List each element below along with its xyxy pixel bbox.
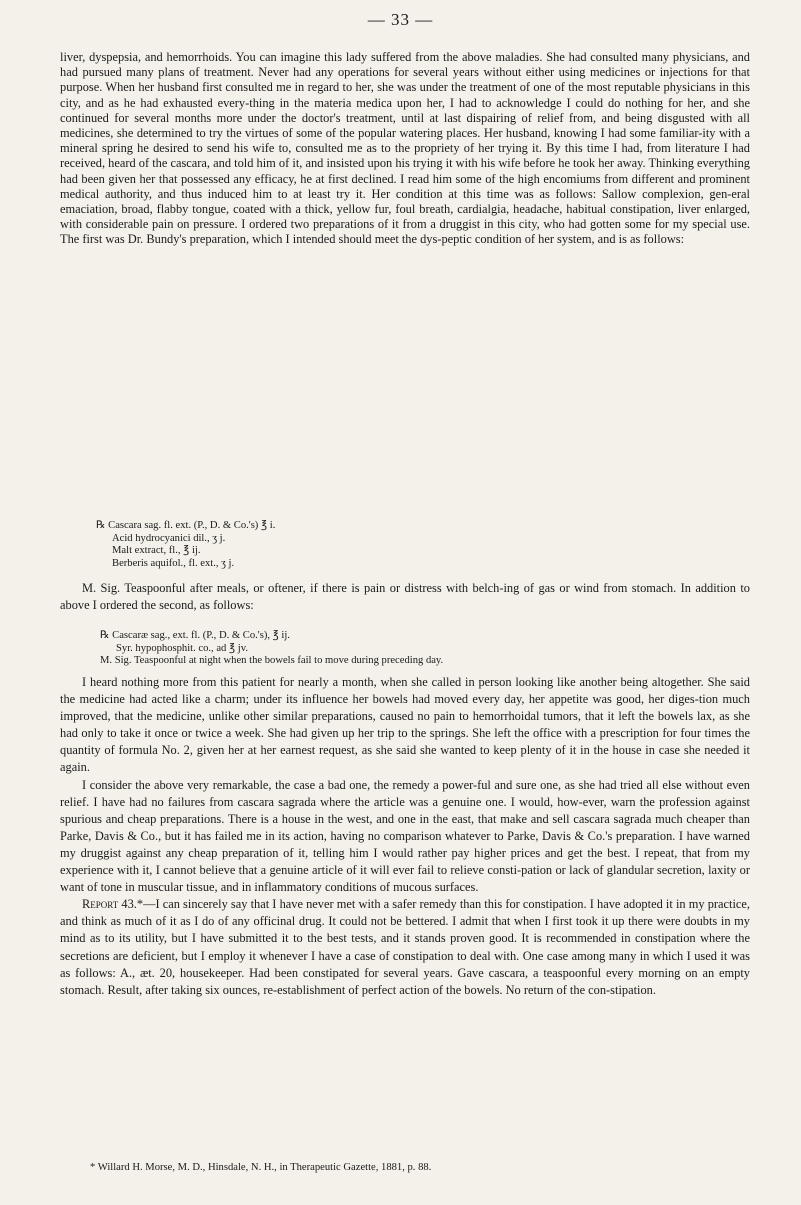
paragraph-text: liver, dyspepsia, and hemorrhoids. You can imagine this lady suffered from the above maladies. She had consulted many physicians, and had pursued many plans of treatment. Never had any operations for several years without either using medicines or injections for that purpose. When her husband first consulted me in regard to her, she was under the treatment of one of the most reputable physicians in this city, and as he had exhausted every-thing in the materia medica upon her, I had to acknowledge I could do nothing for her, and she continued for several months more under the doctor's treatment, until at last dispairing of relief from, and being disgusted with all medicines, she determined to try the virtues of some of the popular watering places. Her husband, knowing I had some familiar-ity with a mineral spring he desired to send his wife to, consulted me as to the propriety of her trying it. By this time I had, from literature I had received, heard of the cascara, and told him of it, and insisted upon his trying it with his wife before he took her away. Thinking everything had been given her that possessed any efficacy, he at first declined. I read him some of the high encomiums from different and prominent medical authority, and thus induced him to at least try it. Her condition at this time was as follows: Sallow complexion, gen-eral emaciation, broad, flabby tongue, coated with a thick, yellow fur, foul breath, cardialgia, headache, habitual constipation, liver enlarged, with considerable pain on pressure. I ordered two preparations of it from a druggist in this city, who had gotten some for my special use. The first was Dr. Bundy's preparation, which I intended should meet the dys-peptic condition of her system, and is as follows: [60,50,750,247]
narrative [60,674,750,999]
rx-line: ℞ Cascaræ sag., ext. fl. (P., D. & Co.'s), ℥ ij. [100,630,290,641]
rx-line: Malt extract, fl., ℥ ij. [112,545,201,557]
rx-line: Syr. hypophosphit. co., ad ℥ jv. [116,642,248,654]
rx-line: M. Sig. Teaspoonful at night when the bowels fail to move during preceding day. [100,655,444,667]
report-label: Report 43.* [82,897,144,912]
report-paragraph [60,896,750,999]
rx-line: Berberis aquifol., fl. ext., ʒ j. [112,557,235,569]
case-paragraph [60,50,750,248]
signa-text: M. Sig. Teaspoonful after meals, or oftener, if there is pain or distress with belch-ing of gas or wind from stomach. In addition to above I ordered the second, as follows: [60,581,750,613]
paragraph-text: I heard nothing more from this patient for nearly a month, when she called in person looking like another being altogether. She said the medicine had acted like a charm; under its influence her bowels had moved every day, her appetite was good, her diges-tion much improved, that the medicine, unlike other similar preparations, caused no pain to hemorrhoidal tumors, that it left the bowels lax, as she had only to take it once or twice a week. She had given up her trip to the springs. She left the office with a prescription for four times the quantity of formula No. 2, given her at her earnest request, as she said she wanted to keep plenty of it in the house in case she needed it again. [60,675,750,775]
prescription-1 [96,520,275,570]
paragraph-text: I consider the above very remarkable, the case a bad one, the remedy a power-ful and sure one, as she had tried all else without even relief. I have had no failures from cascara sagrada where the article was a genuine one. I would, how-ever, warn the profession against spurious and cheap preparations. There is a house in the west, and one in the east, that make and sell cascara sagrada much cheaper than Parke, Davis & Co., but it has failed me in its action, having no comparison whatever to Parke, Davis & Co.'s preparation. I have warned my druggist against any cheap preparation of it, telling him I would rather pay higher prices and get the best. I repeat, that from my experience with it, I cannot believe that a genuine article of it will ever fail to relieve consti-pation or lack of glandular secretion, laxity or want of tone in muscular tissue, and in inflammatory conditions of mucous surfaces. [60,777,750,895]
paragraph-text: —I can sincerely say that I have never met with a safer remedy than this for constipation. I have adopted it in my practice, and think as much of it as I do of any officinal drug. It could not be bettered. I admit that when I first took it up there were doubts in my mind as to its utility, but I have submitted it to the best tests, and it stands proven good. It is recommended in constipation where the secretions are deficient, but I employ it whenever I have a case of constipation to deal with. One case among many in which I used it was as follows: A., æt. 20, housekeeper. Had been constipated for several years. Gave cascara, a teaspoonful every morning on an empty stomach. Result, after taking six ounces, re-establishment of perfect action of the bowels. No return of the con-stipation. [60,897,750,997]
signa-1 [60,580,750,614]
rx-line: ℞ Cascara sag. fl. ext. (P., D. & Co.'s) ℥ i. [96,520,276,531]
prescription-2 [100,630,443,668]
footnote: * Willard H. Morse, M. D., Hinsdale, N. H., in Therapeutic Gazette, 1881, p. 88. [90,1162,432,1173]
page-number: — 33 — [367,10,434,29]
rx-line: Acid hydrocyanici dil., ʒ j. [112,532,226,544]
